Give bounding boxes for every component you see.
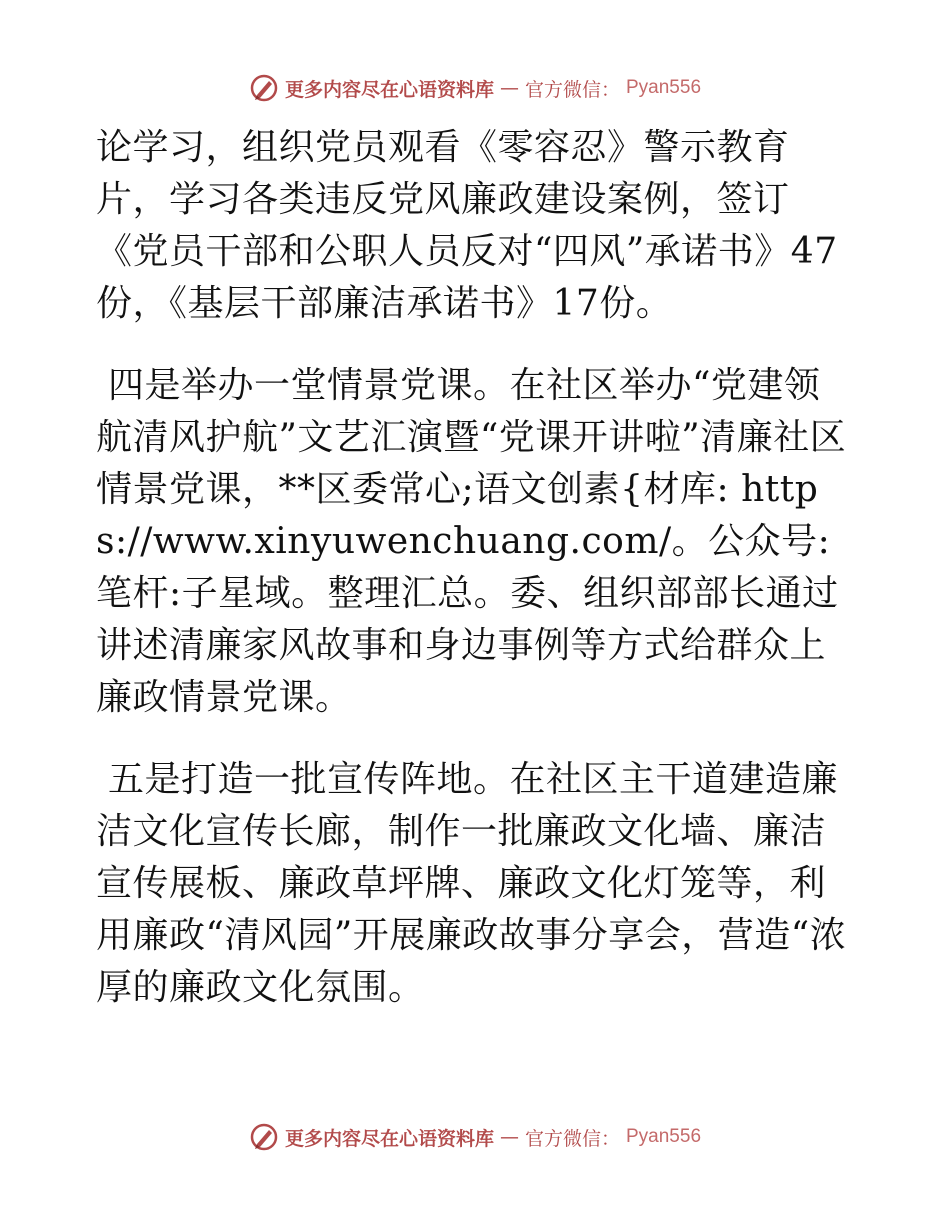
watermark-sub-text: 官方微信： (524, 78, 620, 101)
watermark-id: Pyan556 (626, 77, 702, 98)
watermark-sub-text: 官方微信： (524, 1127, 620, 1150)
pen-logo-icon (249, 1122, 279, 1152)
pen-logo-icon (249, 73, 279, 103)
watermark-main-text: 更多内容尽在心语资料库 (284, 78, 494, 101)
paragraph-1: 论学习，组织党员观看《零容忍》警示教育片，学习各类违反党风廉政建设案例，签订《党员干部和公职人员反对“四风”承诺书》47份，《基层干部廉洁承诺书》17份。 (96, 127, 838, 324)
watermark-dash: — (499, 77, 519, 99)
watermark-dash: — (499, 1126, 519, 1148)
watermark-main-text: 更多内容尽在心语资料库 (284, 1127, 494, 1150)
paragraph-2: 四是举办一堂情景党课。在社区举办“党建领航清风护航”文艺汇演暨“党课开讲啦”清廉社区情景党课，**区委常心;语文创素{材库: https://www.xinyuwenchuang.com/。公众号: 笔杆:子星域。整理汇总。委、组织部部长通过讲述清廉家风故事和身边事例等方式给群众上廉政情景党课。 (96, 365, 847, 718)
document-body (96, 122, 856, 1014)
paragraph-3: 五是打造一批宣传阵地。在社区主干道建造廉洁文化宣传长廊，制作一批廉政文化墙、廉洁宣传展板、廉政草坪牌、廉政文化灯笼等，利用廉政“清风园”开展廉政故事分享会，营造“浓厚的廉政文化氛围。 (96, 759, 847, 1008)
watermark-id: Pyan556 (626, 1126, 702, 1147)
header-watermark (0, 73, 950, 103)
footer-watermark (0, 1122, 950, 1152)
